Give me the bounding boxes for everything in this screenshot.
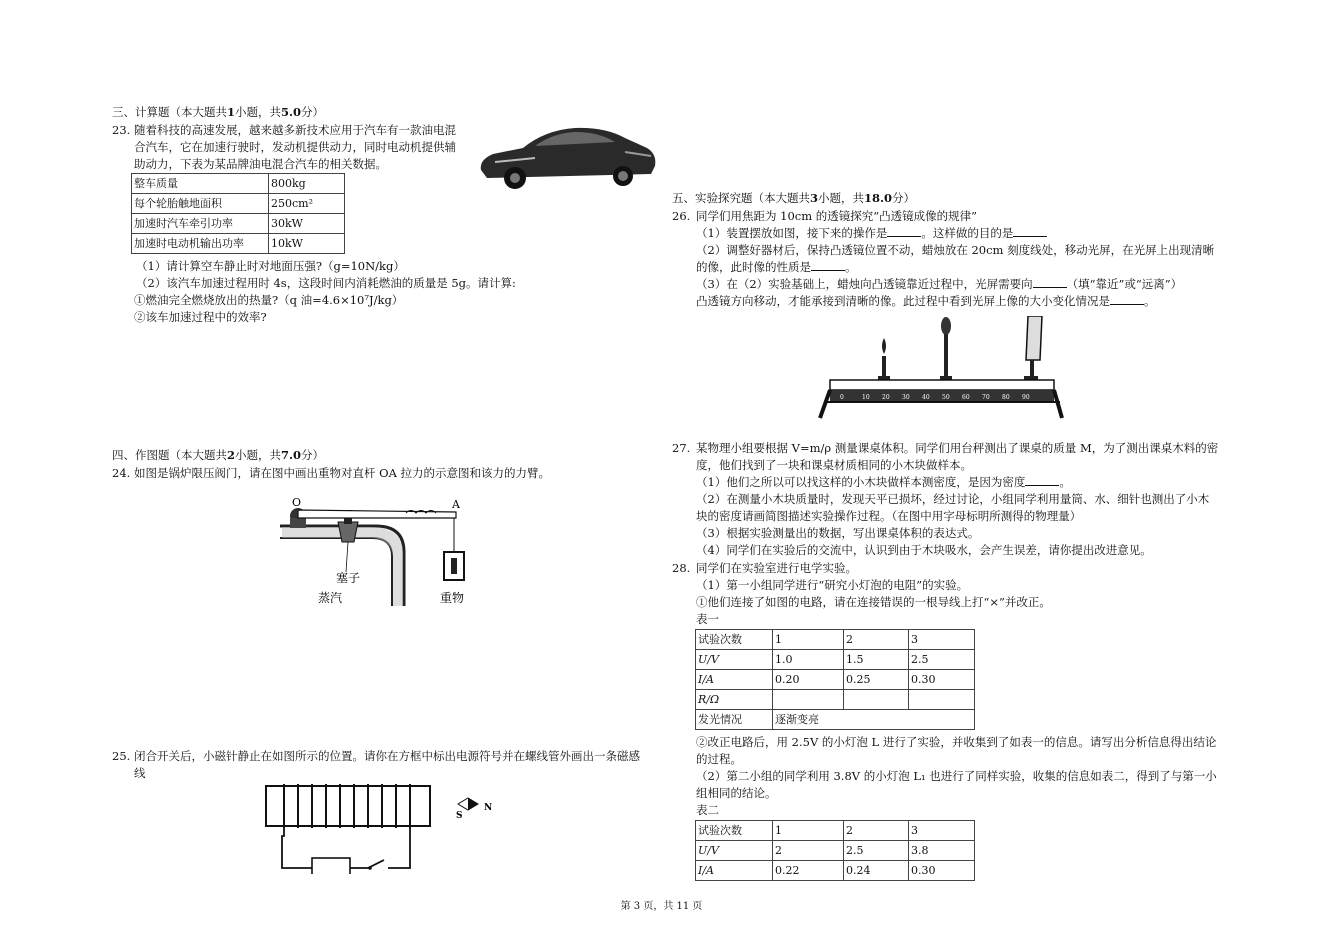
table-row: R/Ω — [696, 690, 975, 710]
table-one — [695, 629, 975, 730]
car-image — [475, 118, 661, 194]
sub-question: （1）第一小组同学进行“研究小灯泡的电阻”的实验。 — [696, 578, 969, 592]
table-row: 加速时电动机输出功率 10kW — [132, 234, 345, 254]
table-row: 加速时汽车牵引功率 30kW — [132, 214, 345, 234]
question-number: 28. — [672, 561, 691, 575]
answer-blank[interactable] — [1025, 474, 1059, 486]
question-line: 某物理小组要根据 V=m/ρ 测量课桌体积。同学们用台秤测出了课桌的质量 M，为了测出课桌木料的密 — [696, 441, 1219, 455]
question-line: 度，他们找到了一块和课桌材质相同的小木块做样本。 — [696, 458, 972, 472]
question-number: 26. — [672, 209, 691, 223]
question-line: 随着科技的高速发展，越来越多新技术应用于汽车有一款油电混 — [134, 123, 456, 137]
svg-text:50: 50 — [942, 394, 950, 401]
svg-text:90: 90 — [1022, 394, 1030, 401]
question-number: 23. — [112, 123, 131, 137]
sub-question: 的像，此时像的性质是 。 — [696, 260, 857, 274]
question-number: 25. — [112, 749, 131, 763]
svg-text:60: 60 — [962, 394, 970, 401]
sub-question: （1）请计算空车静止时对地面压强?（g=10N/kg） — [136, 259, 405, 273]
solenoid-figure — [262, 782, 502, 874]
sub-question: （2）调整好器材后，保持凸透镜位置不动，蜡烛放在 20cm 刻度线处，移动光屏，在光屏上出现清晰 — [696, 243, 1215, 257]
label-o: O — [292, 496, 302, 509]
page-footer: 第 3 页，共 11 页 — [620, 901, 703, 912]
question-line: 同学们在实验室进行电学实验。 — [696, 561, 857, 575]
table-title: 表一 — [696, 612, 719, 626]
sub-question: （2）在测量小木块质量时，发现天平已损坏，经过讨论，小组同学利用量筒、水、细针也测出了小木 — [696, 492, 1210, 506]
label-weight: 重物 — [440, 591, 465, 605]
answer-blank[interactable] — [1013, 225, 1047, 237]
sub-question: （1）他们之所以可以找这样的小木块做样本测密度，是因为密度 。 — [696, 475, 1071, 489]
label-a: A — [452, 498, 460, 511]
sub-question: ②该车加速过程中的效率? — [134, 310, 267, 324]
question-line: 闭合开关后，小磁针静止在如图所示的位置。请你在方框中标出电源符号并在螺线管外画出一条磁感 — [134, 749, 640, 763]
car-data-table — [131, 173, 345, 254]
sub-question: 凸透镜方向移动，才能承接到清晰的像。此过程中看到光屏上像的大小变化情况是 。 — [696, 294, 1156, 308]
table-row: U/V 2 2.5 3.8 — [696, 841, 975, 861]
question-line: 助动力，下表为某品牌油电混合汽车的相关数据。 — [134, 157, 387, 171]
table-row: 整车质量 800kg — [132, 174, 345, 194]
sub-question: 块的密度请画简图描述实验操作过程。（在图中用字母标明所测得的物理量） — [696, 509, 1082, 523]
answer-blank[interactable] — [1110, 293, 1144, 305]
section-draw-heading: 四、作图题（本大题共2小题，共7.0分） — [112, 448, 325, 462]
svg-text:80: 80 — [1002, 394, 1010, 401]
svg-text:40: 40 — [922, 394, 930, 401]
sub-question: 的过程。 — [696, 752, 742, 766]
sub-question: 组相同的结论。 — [696, 786, 777, 800]
table-row: 每个轮胎触地面积 250cm² — [132, 194, 345, 214]
section-calc-heading: 三、计算题（本大题共1小题，共5.0分） — [112, 105, 325, 119]
answer-blank[interactable] — [811, 259, 845, 271]
table-row: 试验次数 1 2 3 — [696, 821, 975, 841]
table-two — [695, 820, 975, 881]
svg-text:20: 20 — [882, 394, 890, 401]
table-row: I/A 0.20 0.25 0.30 — [696, 670, 975, 690]
optical-bench-figure — [816, 316, 1064, 420]
question-number: 27. — [672, 441, 691, 455]
sub-question: （2）该汽车加速过程用时 4s，这段时间内消耗燃油的质量是 5g。请计算: — [136, 276, 516, 290]
sub-question: ①他们连接了如图的电路，请在连接错误的一根导线上打“×”并改正。 — [696, 595, 1051, 609]
question-line: 同学们用焦距为 10cm 的透镜探究“凸透镜成像的规律” — [696, 209, 978, 223]
svg-text:0: 0 — [840, 394, 844, 401]
label-steam: 蒸汽 — [318, 591, 343, 605]
sub-question: （3）在（2）实验基础上，蜡烛向凸透镜靠近过程中，光屏需要向 （填“靠近”或“远离”） — [696, 277, 1183, 291]
question-line: 线 — [134, 766, 146, 780]
table-title: 表二 — [696, 803, 719, 817]
answer-blank[interactable] — [1033, 276, 1067, 288]
table-row: U/V 1.0 1.5 2.5 — [696, 650, 975, 670]
label-plug: 塞子 — [336, 571, 361, 585]
sub-question: （1）装置摆放如图，接下来的操作是 。这样做的目的是 — [696, 225, 1047, 241]
question-line: 合汽车，它在加速行驶时，发动机提供动力，同时电动机提供辅 — [134, 140, 456, 154]
section-exp-heading: 五、实验探究题（本大题共3小题，共18.0分） — [672, 191, 916, 205]
power-source-box — [312, 858, 350, 874]
boiler-valve-figure — [276, 496, 486, 608]
question-line: 如图是锅炉限压阀门，请在图中画出重物对直杆 OA 拉力的示意图和该力的力臂。 — [134, 466, 551, 480]
svg-text:10: 10 — [862, 394, 870, 401]
sub-question: （3）根据实验测量出的数据，写出课桌体积的表达式。 — [696, 526, 980, 540]
table-row: 发光情况 逐渐变亮 — [696, 710, 975, 730]
needle-s-label: S — [456, 811, 463, 821]
svg-text:70: 70 — [982, 394, 990, 401]
needle-n-label: N — [484, 803, 493, 813]
sub-question: （4）同学们在实验后的交流中，认识到由于木块吸水，会产生误差，请你提出改进意见。 — [696, 543, 1152, 557]
table-row: I/A 0.22 0.24 0.30 — [696, 861, 975, 881]
table-row: 试验次数 1 2 3 — [696, 630, 975, 650]
sub-question: （2）第二小组的同学利用 3.8V 的小灯泡 L₁ 也进行了同样实验，收集的信息如表二，得到了与第一小 — [696, 769, 1217, 783]
answer-blank[interactable] — [887, 225, 921, 237]
sub-question: ②改正电路后，用 2.5V 的小灯泡 L 进行了实验，并收集到了如表一的信息。请写出分析信息得出结论 — [696, 735, 1217, 749]
svg-text:30: 30 — [902, 394, 910, 401]
sub-question: ①燃油完全燃烧放出的热量?（q 油=4.6×10⁷J/kg） — [134, 293, 404, 307]
question-number: 24. — [112, 466, 131, 480]
